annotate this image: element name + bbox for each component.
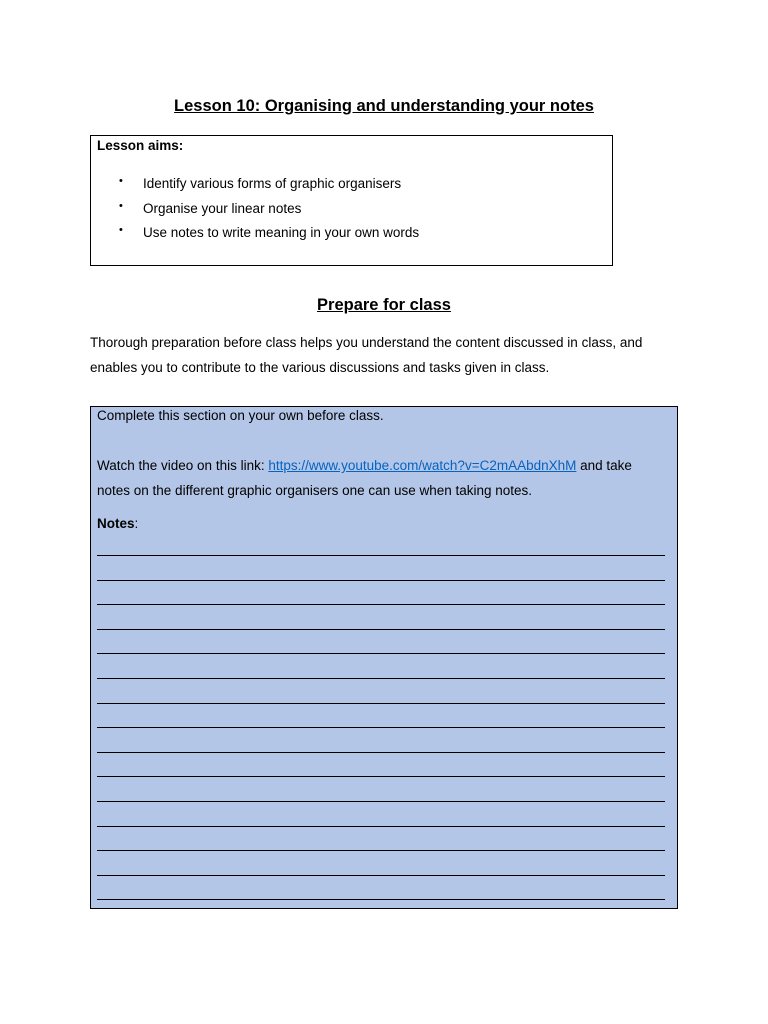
note-line[interactable]	[97, 629, 665, 630]
bullet-icon: •	[119, 199, 123, 212]
watch-prefix: Watch the video on this link:	[97, 458, 269, 473]
note-line[interactable]	[97, 678, 665, 679]
note-line[interactable]	[97, 653, 665, 654]
aims-list	[91, 176, 612, 250]
task-box	[90, 406, 678, 909]
aim-item	[91, 201, 612, 226]
bullet-icon: •	[119, 175, 123, 187]
note-line[interactable]	[97, 703, 665, 704]
watch-suffix: and take notes on the different graphic organisers one can use when taking notes.	[97, 458, 632, 498]
aim-text: Identify various forms of graphic organisers	[143, 176, 402, 191]
notes-label	[97, 516, 138, 531]
note-line[interactable]	[97, 850, 665, 851]
note-line[interactable]	[97, 776, 665, 777]
lesson-aims-box	[90, 135, 613, 266]
note-line[interactable]	[97, 899, 665, 900]
aims-heading: Lesson aims:	[97, 138, 184, 153]
aim-text: Use notes to write meaning in your own words	[143, 225, 420, 240]
prepare-heading: Prepare for class	[317, 296, 451, 314]
note-line[interactable]	[97, 875, 665, 876]
note-line[interactable]	[97, 752, 665, 753]
lesson-title: Lesson 10: Organising and understanding your notes	[174, 97, 594, 115]
aim-item	[91, 176, 612, 201]
notes-label-text: Notes	[97, 516, 135, 531]
note-line[interactable]	[97, 727, 665, 728]
note-line[interactable]	[97, 555, 665, 556]
note-line[interactable]	[97, 801, 665, 802]
aim-item	[91, 225, 612, 250]
notes-label-colon: :	[134, 516, 139, 531]
video-link[interactable]: https://www.youtube.com/watch?v=C2mAAbdnXhM	[268, 458, 577, 473]
note-line[interactable]	[97, 826, 665, 827]
note-line[interactable]	[97, 580, 665, 581]
note-line[interactable]	[97, 604, 665, 605]
task-instruction: Complete this section on your own before class.	[97, 408, 384, 423]
bullet-icon: •	[119, 224, 123, 236]
aim-text: Organise your linear notes	[143, 200, 302, 216]
intro-paragraph: Thorough preparation before class helps you understand the content discussed in class, and enables you to contribute to the various discussions and tasks given in class.	[90, 335, 643, 375]
watch-paragraph	[97, 453, 667, 503]
